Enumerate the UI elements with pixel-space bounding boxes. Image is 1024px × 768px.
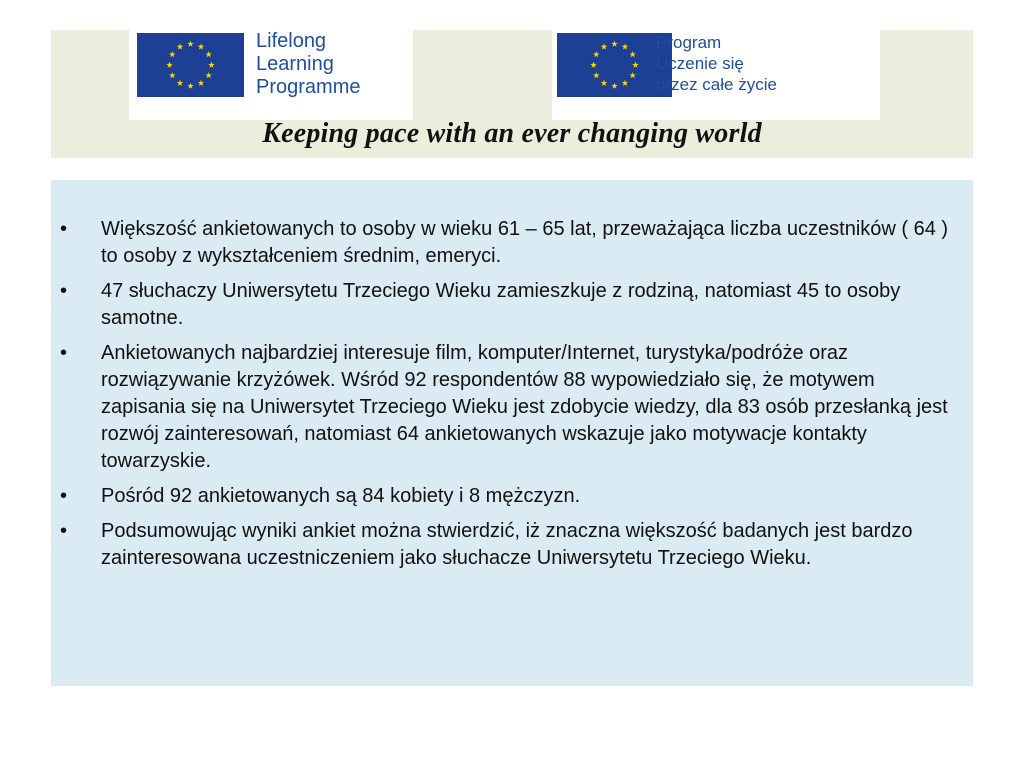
logo-right-text (656, 32, 777, 95)
bullet-text: Ankietowanych najbardziej interesuje film, komputer/Internet, turystyka/podróże oraz rozwiązywanie krzyżówek. Wśród 92 respondentów 88 wypowiedziało się, że motywem zapisania się na Uniwersytet Trzeciego Wieku jest zdobycie wiedzy, dla 83 osób przesłanką jest rozwój zainteresowań, natomiast 64 ankietowanych wskazuje jako motywacje kontakty towarzyskie. (101, 342, 948, 472)
eu-star (205, 51, 211, 57)
list-item (51, 340, 973, 475)
logo-left-line-3: Programme (256, 76, 361, 98)
eu-star (593, 72, 599, 78)
eu-star (590, 62, 596, 68)
eu-star (601, 43, 607, 49)
bullet-text: Większość ankietowanych to osoby w wieku 61 – 65 lat, przeważająca liczba uczestników ( 64 ) to osoby z wykształceniem średnim, emeryci. (101, 218, 949, 267)
eu-star (629, 51, 635, 57)
eu-star (208, 62, 214, 68)
bullet-text: 47 słuchaczy Uniwersytetu Trzeciego Wieku zamieszkuje z rodziną, natomiast 45 to osoby samotne. (101, 280, 901, 329)
eu-star (169, 51, 175, 57)
eu-stars (137, 33, 244, 97)
eu-star (177, 80, 183, 86)
logo-left-line-2: Learning (256, 53, 334, 75)
eu-star (593, 51, 599, 57)
bullet-text: Podsumowując wyniki ankiet można stwierdzić, iż znaczna większość badanych jest bardzo zainteresowana uczestniczeniem jako słuchacze Uniwersytetu Trzeciego Wieku. (101, 520, 913, 569)
bullet-icon: • (60, 280, 68, 302)
eu-star (169, 72, 175, 78)
tagline: Keeping pace with an ever changing world (262, 118, 762, 149)
logo-left-text (256, 30, 360, 99)
program-uczenie-logo (552, 30, 880, 120)
eu-star (166, 62, 172, 68)
eu-star (177, 43, 183, 49)
bullet-icon: • (60, 342, 68, 364)
bullet-icon: • (60, 520, 68, 542)
list-item (51, 216, 973, 270)
eu-flag-icon (557, 33, 672, 97)
eu-stars (557, 33, 672, 97)
eu-star (205, 72, 211, 78)
eu-star (622, 43, 628, 49)
bullet-text: Pośród 92 ankietowanych są 84 kobiety i 8 mężczyzn. (101, 485, 581, 507)
eu-star (611, 83, 617, 89)
eu-star (629, 72, 635, 78)
logo-right-line-1: Program (656, 33, 722, 52)
logo-left-line-1: Lifelong (256, 30, 327, 52)
eu-star (601, 80, 607, 86)
list-item (51, 278, 973, 332)
bullet-icon: • (60, 218, 68, 240)
lifelong-learning-logo (129, 30, 413, 120)
eu-flag-icon (137, 33, 244, 97)
eu-star (611, 41, 617, 47)
eu-star (187, 83, 193, 89)
logo-right-line-2: Uczenie się (656, 54, 744, 73)
list-item (51, 483, 973, 510)
eu-star (198, 80, 204, 86)
bullet-list (51, 216, 973, 580)
logo-right-line-3: przez całe życie (656, 75, 777, 94)
eu-star (632, 62, 638, 68)
bullet-icon: • (60, 485, 68, 507)
eu-star (198, 43, 204, 49)
eu-star (622, 80, 628, 86)
content-box (51, 180, 973, 686)
list-item (51, 518, 973, 572)
eu-star (187, 41, 193, 47)
